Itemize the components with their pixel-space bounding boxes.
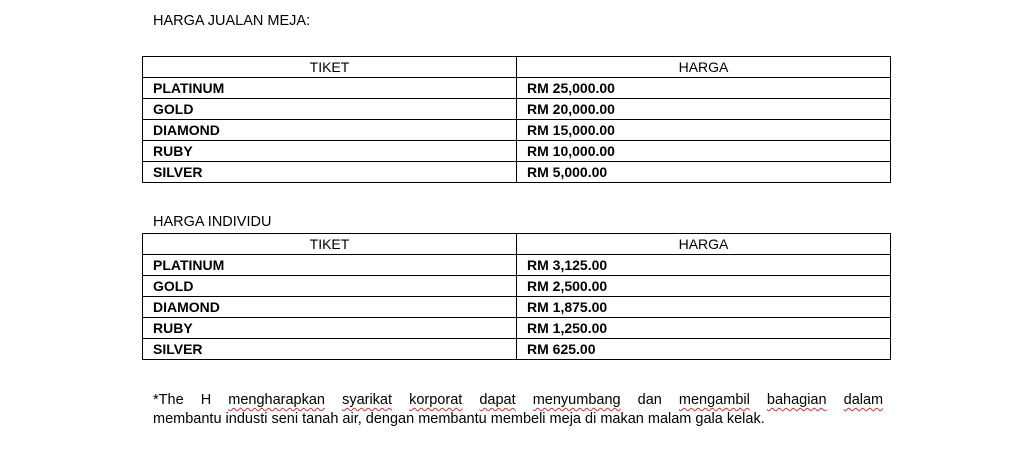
footnote-paragraph (153, 391, 883, 429)
price-cell: RM 2,500.00 (517, 276, 891, 297)
footnote-line-1 (153, 391, 883, 410)
note-word-spellcheck-flagged[interactable]: syarikat (342, 392, 393, 408)
table-harga-individu (142, 233, 891, 360)
price-cell: RM 25,000.00 (517, 78, 891, 99)
ticket-cell: PLATINUM (143, 78, 517, 99)
table-row (143, 318, 891, 339)
note-word-spellcheck-flagged[interactable]: menyumbang (532, 392, 621, 408)
price-cell: RM 3,125.00 (517, 255, 891, 276)
price-cell: RM 15,000.00 (517, 120, 891, 141)
table-row (143, 120, 891, 141)
table-individu-heading: HARGA INDIVIDU (153, 214, 272, 230)
column-header-tiket: TIKET (143, 234, 517, 255)
footnote-line-2: membantu industi seni tanah air, dengan membantu membeli meja di makan malam gala kelak. (153, 411, 765, 427)
price-cell: RM 5,000.00 (517, 162, 891, 183)
note-word-spellcheck-flagged[interactable]: mengambil (678, 392, 750, 408)
price-cell: RM 10,000.00 (517, 141, 891, 162)
ticket-cell: DIAMOND (143, 120, 517, 141)
ticket-cell: RUBY (143, 318, 517, 339)
table-row (143, 297, 891, 318)
table-row (143, 99, 891, 120)
ticket-cell: SILVER (143, 339, 517, 360)
table-row (143, 78, 891, 99)
ticket-cell: RUBY (143, 141, 517, 162)
note-word-spellcheck-flagged[interactable]: korporat (409, 392, 463, 408)
column-header-harga: HARGA (517, 57, 891, 78)
table-jualan-meja (142, 56, 891, 183)
table-header-row (143, 57, 891, 78)
table-row (143, 276, 891, 297)
note-word: dan (637, 392, 662, 408)
ticket-cell: GOLD (143, 276, 517, 297)
ticket-cell: DIAMOND (143, 297, 517, 318)
price-cell: RM 1,875.00 (517, 297, 891, 318)
note-word-spellcheck-flagged[interactable]: bahagian (766, 392, 827, 408)
note-word: *The (153, 392, 184, 408)
price-cell: RM 20,000.00 (517, 99, 891, 120)
note-word-spellcheck-flagged[interactable]: dalam (843, 392, 884, 408)
column-header-tiket: TIKET (143, 57, 517, 78)
table-jualan-meja-heading: HARGA JUALAN MEJA: (153, 13, 311, 29)
price-cell: RM 1,250.00 (517, 318, 891, 339)
ticket-cell: SILVER (143, 162, 517, 183)
table-header-row (143, 234, 891, 255)
note-word: H (200, 392, 212, 408)
ticket-cell: GOLD (143, 99, 517, 120)
table-row (143, 339, 891, 360)
table-row (143, 141, 891, 162)
table-row (143, 255, 891, 276)
price-cell: RM 625.00 (517, 339, 891, 360)
ticket-cell: PLATINUM (143, 255, 517, 276)
column-header-harga: HARGA (517, 234, 891, 255)
note-word-spellcheck-flagged[interactable]: dapat (479, 392, 516, 408)
note-word-spellcheck-flagged[interactable]: mengharapkan (228, 392, 325, 408)
table-row (143, 162, 891, 183)
